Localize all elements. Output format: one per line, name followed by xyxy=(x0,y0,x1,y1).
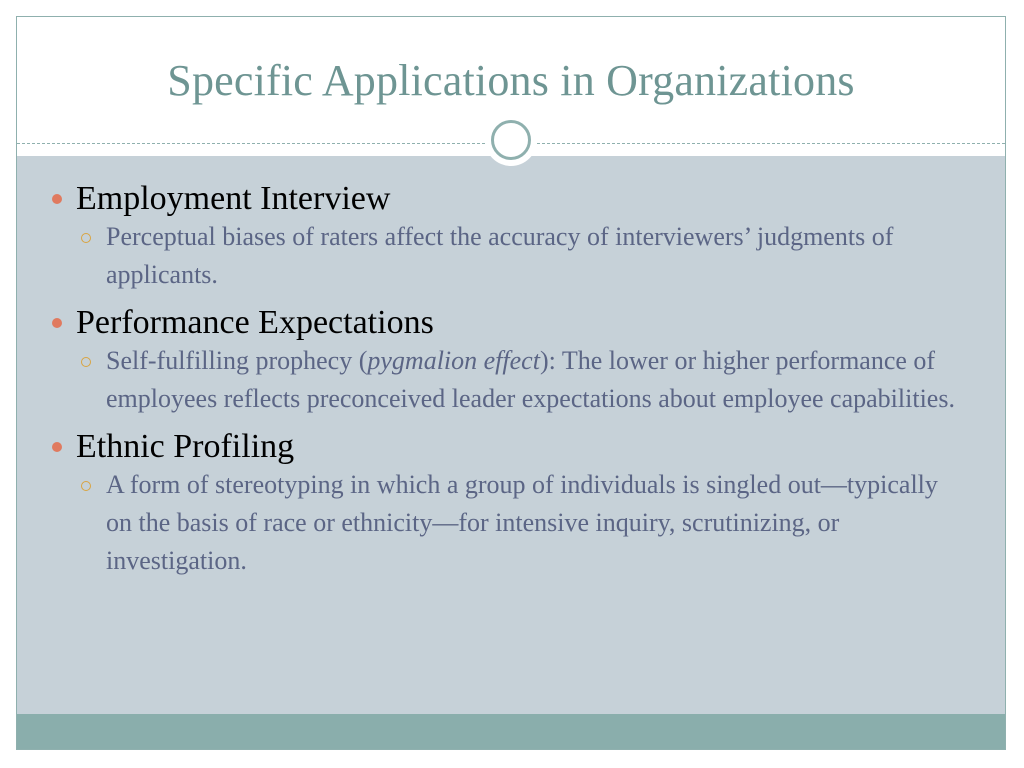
bullet-dot-icon xyxy=(52,318,62,328)
bullet-heading-performance-expectations xyxy=(48,304,968,342)
bullet-detail-performance-expectations xyxy=(48,342,968,418)
bullet-detail-text-end: ): The lower or higher performance of employees reflects preconceived leader expectations about employee capabilities. xyxy=(106,346,955,413)
footer-bar xyxy=(17,714,1005,749)
bullet-heading-ethnic-profiling xyxy=(48,428,968,466)
bullet-ring-icon xyxy=(81,481,91,491)
bullet-detail-text: Perceptual biases of raters affect the accuracy of interviewers’ judgments of applicants. xyxy=(106,222,894,289)
spacer xyxy=(48,294,968,304)
circle-ring xyxy=(491,120,531,160)
spacer xyxy=(48,418,968,428)
bullet-heading-employment-interview xyxy=(48,180,968,218)
circle-ornament-icon xyxy=(485,114,537,166)
bullet-detail-ethnic-profiling xyxy=(48,466,968,580)
bullet-detail-emphasis: pygmalion effect xyxy=(367,346,540,375)
bullet-detail-text-start: Self-fulfilling prophecy ( xyxy=(106,346,368,375)
bullet-dot-icon xyxy=(52,442,62,452)
bullet-heading-text: Ethnic Profiling xyxy=(76,428,295,465)
bullet-list xyxy=(48,180,968,580)
bullet-ring-icon xyxy=(81,357,91,367)
bullet-heading-text: Performance Expectations xyxy=(76,304,434,341)
bullet-detail-text: A form of stereotyping in which a group of individuals is singled out—typically on the basis of race or ethnicity—for intensive inquiry, scrutinizing, or investigation. xyxy=(106,470,938,575)
bullet-detail-employment-interview xyxy=(48,218,968,294)
bullet-heading-text: Employment Interview xyxy=(76,180,391,217)
bullet-ring-icon xyxy=(81,233,91,243)
slide-title: Specific Applications in Organizations xyxy=(167,56,855,105)
bullet-dot-icon xyxy=(52,194,62,204)
